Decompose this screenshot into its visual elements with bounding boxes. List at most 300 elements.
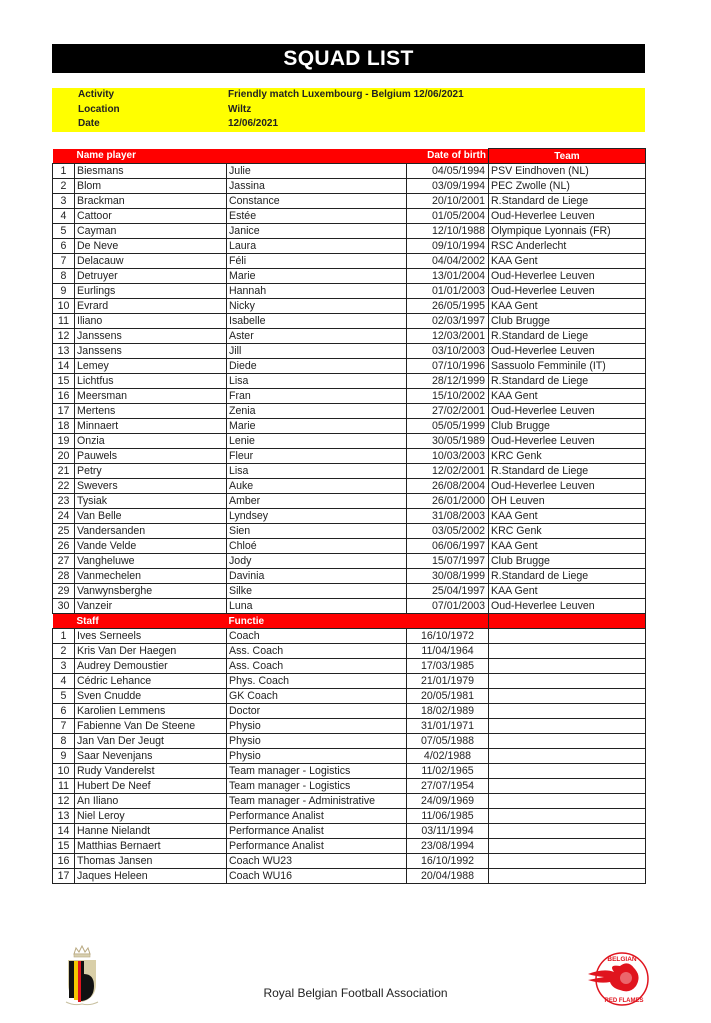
player-row — [53, 299, 646, 314]
info-row-activity — [52, 88, 645, 103]
player-date-of-birth: 20/10/2001 — [407, 194, 489, 209]
player-first-name: Lisa — [227, 464, 407, 479]
staff-name: Saar Nevenjans — [75, 749, 227, 764]
player-last-name: Delacauw — [75, 254, 227, 269]
staff-row — [53, 839, 646, 854]
staff-empty-cell — [489, 734, 646, 749]
player-row — [53, 449, 646, 464]
player-date-of-birth: 26/05/1995 — [407, 299, 489, 314]
player-row — [53, 284, 646, 299]
player-date-of-birth: 12/10/1988 — [407, 224, 489, 239]
player-first-name: Auke — [227, 479, 407, 494]
staff-row — [53, 869, 646, 884]
staff-empty-cell — [489, 854, 646, 869]
staff-function: Performance Analist — [227, 824, 407, 839]
player-last-name: Vande Velde — [75, 539, 227, 554]
staff-empty-cell — [489, 674, 646, 689]
player-number: 18 — [53, 419, 75, 434]
staff-row — [53, 854, 646, 869]
staff-row — [53, 704, 646, 719]
staff-date-of-birth: 31/01/1971 — [407, 719, 489, 734]
player-first-name: Zenia — [227, 404, 407, 419]
player-date-of-birth: 02/03/1997 — [407, 314, 489, 329]
activity-info-box — [52, 88, 645, 132]
player-date-of-birth: 04/05/1994 — [407, 164, 489, 179]
player-row — [53, 344, 646, 359]
staff-date-of-birth: 16/10/1972 — [407, 629, 489, 644]
player-date-of-birth: 01/01/2003 — [407, 284, 489, 299]
staff-number: 4 — [53, 674, 75, 689]
crown-icon — [74, 946, 90, 957]
location-label: Location — [78, 103, 120, 115]
player-date-of-birth: 26/01/2000 — [407, 494, 489, 509]
player-first-name: Chloé — [227, 539, 407, 554]
player-team: Club Brugge — [489, 314, 646, 329]
player-date-of-birth: 01/05/2004 — [407, 209, 489, 224]
staff-function: Phys. Coach — [227, 674, 407, 689]
player-team: PEC Zwolle (NL) — [489, 179, 646, 194]
player-last-name: Janssens — [75, 344, 227, 359]
player-team: R.Standard de Liege — [489, 464, 646, 479]
staff-name: An Iliano — [75, 794, 227, 809]
staff-row — [53, 659, 646, 674]
staff-row — [53, 734, 646, 749]
player-last-name: Minnaert — [75, 419, 227, 434]
player-last-name: Meersman — [75, 389, 227, 404]
staff-date-of-birth: 27/07/1954 — [407, 779, 489, 794]
player-number: 13 — [53, 344, 75, 359]
rbfa-crest-logo — [60, 944, 104, 1010]
player-number: 14 — [53, 359, 75, 374]
date-label: Date — [78, 118, 100, 130]
staff-name: Thomas Jansen — [75, 854, 227, 869]
staff-row — [53, 824, 646, 839]
player-date-of-birth: 07/01/2003 — [407, 599, 489, 614]
player-date-of-birth: 03/09/1994 — [407, 179, 489, 194]
player-last-name: Cayman — [75, 224, 227, 239]
player-first-name: Jassina — [227, 179, 407, 194]
player-team: KAA Gent — [489, 254, 646, 269]
player-date-of-birth: 03/10/2003 — [407, 344, 489, 359]
player-last-name: Vangheluwe — [75, 554, 227, 569]
player-last-name: Eurlings — [75, 284, 227, 299]
player-date-of-birth: 03/05/2002 — [407, 524, 489, 539]
staff-function: Team manager - Logistics — [227, 764, 407, 779]
staff-name: Rudy Vanderelst — [75, 764, 227, 779]
player-last-name: Lemey — [75, 359, 227, 374]
player-team: Oud-Heverlee Leuven — [489, 269, 646, 284]
player-date-of-birth: 07/10/1996 — [407, 359, 489, 374]
player-row — [53, 224, 646, 239]
player-last-name: Onzia — [75, 434, 227, 449]
player-team: KAA Gent — [489, 389, 646, 404]
date-value: 12/06/2021 — [228, 118, 279, 130]
player-team: KRC Genk — [489, 524, 646, 539]
player-first-name: Amber — [227, 494, 407, 509]
staff-number: 6 — [53, 704, 75, 719]
player-last-name: Detruyer — [75, 269, 227, 284]
staff-empty-cell — [489, 749, 646, 764]
staff-row — [53, 674, 646, 689]
player-last-name: De Neve — [75, 239, 227, 254]
player-last-name: Tysiak — [75, 494, 227, 509]
staff-row — [53, 644, 646, 659]
player-number: 30 — [53, 599, 75, 614]
staff-number: 1 — [53, 629, 75, 644]
player-number: 22 — [53, 479, 75, 494]
staff-empty-cell — [489, 644, 646, 659]
player-row — [53, 269, 646, 284]
player-first-name: Estée — [227, 209, 407, 224]
player-team: KAA Gent — [489, 539, 646, 554]
player-team: RSC Anderlecht — [489, 239, 646, 254]
player-row — [53, 194, 646, 209]
staff-empty-cell — [489, 839, 646, 854]
player-row — [53, 179, 646, 194]
staff-header-blank — [489, 614, 646, 629]
player-first-name: Jill — [227, 344, 407, 359]
header-date-of-birth: Date of birth — [407, 149, 489, 164]
player-team: KAA Gent — [489, 299, 646, 314]
staff-number: 13 — [53, 809, 75, 824]
staff-number: 7 — [53, 719, 75, 734]
player-number: 5 — [53, 224, 75, 239]
player-number: 21 — [53, 464, 75, 479]
staff-empty-cell — [489, 779, 646, 794]
player-first-name: Hannah — [227, 284, 407, 299]
staff-row — [53, 809, 646, 824]
player-team: KAA Gent — [489, 509, 646, 524]
staff-empty-cell — [489, 689, 646, 704]
player-last-name: Evrard — [75, 299, 227, 314]
staff-row — [53, 719, 646, 734]
player-team: KAA Gent — [489, 584, 646, 599]
player-row — [53, 389, 646, 404]
staff-function: Coach WU16 — [227, 869, 407, 884]
player-date-of-birth: 04/04/2002 — [407, 254, 489, 269]
player-last-name: Mertens — [75, 404, 227, 419]
staff-date-of-birth: 21/01/1979 — [407, 674, 489, 689]
staff-empty-cell — [489, 704, 646, 719]
player-team: R.Standard de Liege — [489, 329, 646, 344]
player-team: R.Standard de Liege — [489, 374, 646, 389]
players-header-row — [53, 149, 646, 164]
staff-function: Team manager - Administrative — [227, 794, 407, 809]
player-first-name: Aster — [227, 329, 407, 344]
player-first-name: Fleur — [227, 449, 407, 464]
info-row-date — [52, 117, 645, 132]
staff-function: Physio — [227, 734, 407, 749]
staff-name: Ives Serneels — [75, 629, 227, 644]
player-date-of-birth: 09/10/1994 — [407, 239, 489, 254]
player-first-name: Lenie — [227, 434, 407, 449]
player-date-of-birth: 13/01/2004 — [407, 269, 489, 284]
player-first-name: Marie — [227, 269, 407, 284]
player-number: 11 — [53, 314, 75, 329]
header-name-player: Name player — [75, 149, 407, 164]
staff-row — [53, 689, 646, 704]
player-number: 29 — [53, 584, 75, 599]
staff-function: Team manager - Logistics — [227, 779, 407, 794]
player-date-of-birth: 15/10/2002 — [407, 389, 489, 404]
player-number: 17 — [53, 404, 75, 419]
player-row — [53, 374, 646, 389]
player-row — [53, 554, 646, 569]
player-date-of-birth: 12/03/2001 — [407, 329, 489, 344]
staff-number: 16 — [53, 854, 75, 869]
player-number: 8 — [53, 269, 75, 284]
staff-name: Audrey Demoustier — [75, 659, 227, 674]
player-team: Club Brugge — [489, 419, 646, 434]
player-team: Oud-Heverlee Leuven — [489, 479, 646, 494]
staff-date-of-birth: 20/05/1981 — [407, 689, 489, 704]
staff-date-of-birth: 18/02/1989 — [407, 704, 489, 719]
player-number: 7 — [53, 254, 75, 269]
squad-table — [52, 148, 646, 884]
player-date-of-birth: 31/08/2003 — [407, 509, 489, 524]
player-date-of-birth: 27/02/2001 — [407, 404, 489, 419]
staff-name: Kris Van Der Haegen — [75, 644, 227, 659]
player-row — [53, 359, 646, 374]
player-number: 26 — [53, 539, 75, 554]
player-row — [53, 479, 646, 494]
player-row — [53, 209, 646, 224]
player-row — [53, 509, 646, 524]
player-number: 9 — [53, 284, 75, 299]
player-first-name: Marie — [227, 419, 407, 434]
player-last-name: Brackman — [75, 194, 227, 209]
staff-row — [53, 629, 646, 644]
player-date-of-birth: 30/08/1999 — [407, 569, 489, 584]
player-number: 4 — [53, 209, 75, 224]
player-first-name: Silke — [227, 584, 407, 599]
staff-number: 2 — [53, 644, 75, 659]
player-number: 10 — [53, 299, 75, 314]
player-date-of-birth: 25/04/1997 — [407, 584, 489, 599]
staff-name: Hubert De Neef — [75, 779, 227, 794]
player-row — [53, 314, 646, 329]
player-number: 20 — [53, 449, 75, 464]
staff-date-of-birth: 11/02/1965 — [407, 764, 489, 779]
player-row — [53, 569, 646, 584]
staff-date-of-birth: 11/04/1964 — [407, 644, 489, 659]
player-last-name: Pauwels — [75, 449, 227, 464]
player-number: 15 — [53, 374, 75, 389]
player-date-of-birth: 30/05/1989 — [407, 434, 489, 449]
staff-row — [53, 779, 646, 794]
player-team: Oud-Heverlee Leuven — [489, 404, 646, 419]
player-first-name: Sien — [227, 524, 407, 539]
player-first-name: Fran — [227, 389, 407, 404]
player-first-name: Janice — [227, 224, 407, 239]
player-number: 27 — [53, 554, 75, 569]
player-team: Oud-Heverlee Leuven — [489, 284, 646, 299]
player-last-name: Blom — [75, 179, 227, 194]
player-first-name: Constance — [227, 194, 407, 209]
staff-empty-cell — [489, 659, 646, 674]
player-number: 19 — [53, 434, 75, 449]
staff-empty-cell — [489, 764, 646, 779]
player-team: Oud-Heverlee Leuven — [489, 344, 646, 359]
player-team: KRC Genk — [489, 449, 646, 464]
staff-name: Cédric Lehance — [75, 674, 227, 689]
staff-row — [53, 764, 646, 779]
staff-empty-cell — [489, 869, 646, 884]
player-first-name: Luna — [227, 599, 407, 614]
player-team: Olympique Lyonnais (FR) — [489, 224, 646, 239]
player-last-name: Biesmans — [75, 164, 227, 179]
player-number: 3 — [53, 194, 75, 209]
player-team: Club Brugge — [489, 554, 646, 569]
staff-function: Performance Analist — [227, 809, 407, 824]
player-last-name: Van Belle — [75, 509, 227, 524]
staff-function: Doctor — [227, 704, 407, 719]
info-row-location — [52, 103, 645, 118]
staff-name: Sven Cnudde — [75, 689, 227, 704]
player-number: 1 — [53, 164, 75, 179]
activity-value: Friendly match Luxembourg - Belgium 12/06/2021 — [228, 89, 464, 100]
staff-date-of-birth: 16/10/1992 — [407, 854, 489, 869]
player-date-of-birth: 26/08/2004 — [407, 479, 489, 494]
staff-number: 5 — [53, 689, 75, 704]
player-first-name: Davinia — [227, 569, 407, 584]
player-team: Sassuolo Femminile (IT) — [489, 359, 646, 374]
staff-function: GK Coach — [227, 689, 407, 704]
player-first-name: Lyndsey — [227, 509, 407, 524]
staff-number: 15 — [53, 839, 75, 854]
staff-header-row — [53, 614, 646, 629]
staff-date-of-birth: 11/06/1985 — [407, 809, 489, 824]
staff-number: 10 — [53, 764, 75, 779]
location-value: Wiltz — [228, 103, 252, 115]
staff-header-number — [53, 614, 75, 629]
player-first-name: Jody — [227, 554, 407, 569]
staff-number: 12 — [53, 794, 75, 809]
staff-name: Jaques Heleen — [75, 869, 227, 884]
staff-date-of-birth: 20/04/1988 — [407, 869, 489, 884]
staff-date-of-birth: 07/05/1988 — [407, 734, 489, 749]
player-number: 25 — [53, 524, 75, 539]
footer-organization: Royal Belgian Football Association — [263, 986, 448, 1000]
player-number: 16 — [53, 389, 75, 404]
player-number: 23 — [53, 494, 75, 509]
staff-empty-cell — [489, 719, 646, 734]
player-row — [53, 254, 646, 269]
staff-number: 3 — [53, 659, 75, 674]
player-row — [53, 434, 646, 449]
player-team: Oud-Heverlee Leuven — [489, 209, 646, 224]
header-staff: Staff — [75, 614, 227, 629]
staff-name: Matthias Bernaert — [75, 839, 227, 854]
player-last-name: Vanzeir — [75, 599, 227, 614]
player-team: Oud-Heverlee Leuven — [489, 599, 646, 614]
player-row — [53, 239, 646, 254]
player-team: Oud-Heverlee Leuven — [489, 434, 646, 449]
player-last-name: Petry — [75, 464, 227, 479]
player-last-name: Lichtfus — [75, 374, 227, 389]
player-date-of-birth: 28/12/1999 — [407, 374, 489, 389]
player-team: OH Leuven — [489, 494, 646, 509]
player-last-name: Vanmechelen — [75, 569, 227, 584]
player-number: 12 — [53, 329, 75, 344]
player-team: R.Standard de Liege — [489, 569, 646, 584]
player-row — [53, 524, 646, 539]
staff-name: Jan Van Der Jeugt — [75, 734, 227, 749]
player-row — [53, 494, 646, 509]
player-row — [53, 539, 646, 554]
player-row — [53, 164, 646, 179]
staff-empty-cell — [489, 794, 646, 809]
staff-name: Hanne Nielandt — [75, 824, 227, 839]
player-row — [53, 329, 646, 344]
page-title: SQUAD LIST — [52, 44, 645, 73]
staff-name: Karolien Lemmens — [75, 704, 227, 719]
staff-function: Physio — [227, 749, 407, 764]
staff-date-of-birth: 03/11/1994 — [407, 824, 489, 839]
player-last-name: Swevers — [75, 479, 227, 494]
player-date-of-birth: 10/03/2003 — [407, 449, 489, 464]
player-date-of-birth: 05/05/1999 — [407, 419, 489, 434]
player-last-name: Iliano — [75, 314, 227, 329]
player-last-name: Janssens — [75, 329, 227, 344]
flames-logo-text-bottom: RED FLAMES — [604, 998, 644, 1004]
staff-date-of-birth: 17/03/1985 — [407, 659, 489, 674]
staff-function: Ass. Coach — [227, 659, 407, 674]
player-row — [53, 584, 646, 599]
staff-function: Physio — [227, 719, 407, 734]
staff-date-of-birth: 23/08/1994 — [407, 839, 489, 854]
header-number — [53, 149, 75, 164]
staff-function: Performance Analist — [227, 839, 407, 854]
staff-empty-cell — [489, 629, 646, 644]
staff-row — [53, 749, 646, 764]
staff-date-of-birth: 4/02/1988 — [407, 749, 489, 764]
staff-function: Coach — [227, 629, 407, 644]
player-number: 24 — [53, 509, 75, 524]
staff-empty-cell — [489, 824, 646, 839]
player-team: R.Standard de Liege — [489, 194, 646, 209]
staff-number: 17 — [53, 869, 75, 884]
header-functie: Functie — [227, 614, 489, 629]
player-row — [53, 464, 646, 479]
player-date-of-birth: 12/02/2001 — [407, 464, 489, 479]
staff-row — [53, 794, 646, 809]
activity-label: Activity — [78, 89, 115, 100]
staff-number: 8 — [53, 734, 75, 749]
staff-date-of-birth: 24/09/1969 — [407, 794, 489, 809]
staff-number: 9 — [53, 749, 75, 764]
player-first-name: Isabelle — [227, 314, 407, 329]
staff-name: Fabienne Van De Steene — [75, 719, 227, 734]
player-number: 28 — [53, 569, 75, 584]
player-last-name: Cattoor — [75, 209, 227, 224]
header-team: Team — [489, 149, 646, 164]
player-first-name: Julie — [227, 164, 407, 179]
player-first-name: Lisa — [227, 374, 407, 389]
staff-function: Coach WU23 — [227, 854, 407, 869]
player-row — [53, 404, 646, 419]
player-first-name: Laura — [227, 239, 407, 254]
player-date-of-birth: 15/07/1997 — [407, 554, 489, 569]
player-row — [53, 599, 646, 614]
player-last-name: Vandersanden — [75, 524, 227, 539]
player-row — [53, 419, 646, 434]
flames-logo-text-top: BELGIAN — [607, 956, 637, 963]
staff-number: 11 — [53, 779, 75, 794]
staff-name: Niel Leroy — [75, 809, 227, 824]
staff-number: 14 — [53, 824, 75, 839]
staff-empty-cell — [489, 809, 646, 824]
